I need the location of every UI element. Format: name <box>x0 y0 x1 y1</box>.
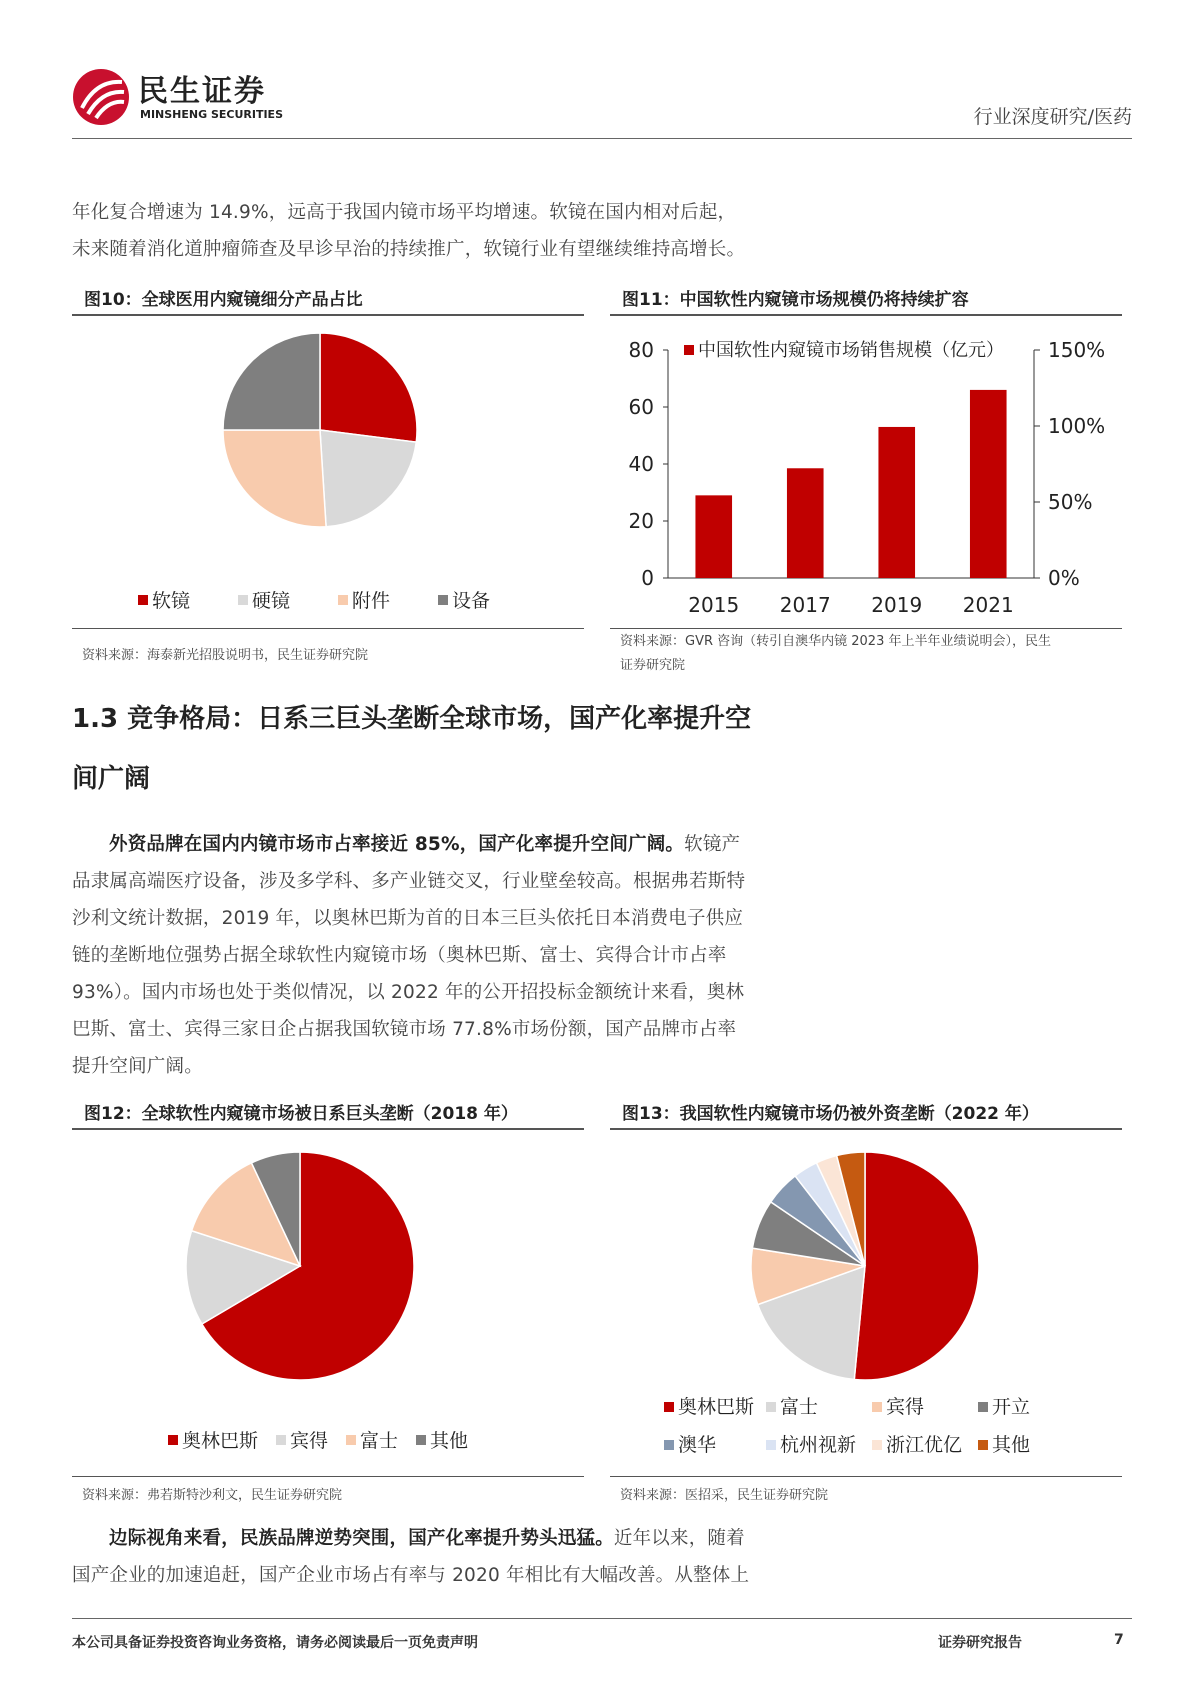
fig12-source: 资料来源：弗若斯特沙利文，民生证券研究院 <box>82 1488 343 1503</box>
section-title-line-1: 1.3 竞争格局：日系三巨头垄断全球市场，国产化率提升空 <box>72 704 752 734</box>
legend-swatch <box>276 1435 286 1445</box>
legend-item: 设备 <box>438 586 490 613</box>
fig10-source: 资料来源：海泰新光招股说明书，民生证券研究院 <box>82 648 369 663</box>
legend-swatch <box>766 1440 776 1450</box>
fig10-legend <box>138 586 578 613</box>
y2-tick-label: 150% <box>1048 338 1106 362</box>
logo-name-cn: 民生证券 <box>138 74 266 109</box>
y-tick-label: 0 <box>641 566 654 590</box>
legend-item: 软镜 <box>138 586 190 613</box>
fig10-bottom-rule <box>72 628 584 629</box>
legend-item: 开立 <box>978 1388 1068 1426</box>
legend-item: 澳华 <box>664 1426 766 1464</box>
y-tick-label: 80 <box>628 338 654 362</box>
legend-swatch <box>978 1402 988 1412</box>
pie-slice-硬镜 <box>320 430 416 527</box>
fig12-pie-chart <box>72 1148 584 1408</box>
fig12-legend <box>168 1426 568 1453</box>
section-title-line-2: 间广阔 <box>72 764 151 794</box>
legend-item: 硬镜 <box>238 586 290 613</box>
legend-item: 杭州视新 <box>766 1426 872 1464</box>
legend-swatch <box>168 1435 178 1445</box>
y2-tick-label: 50% <box>1048 490 1093 514</box>
legend-item: 宾得 <box>276 1426 328 1453</box>
pie-slice-附件 <box>223 430 326 527</box>
x-tick-label: 2015 <box>688 593 740 617</box>
minsheng-logo-icon <box>72 68 130 126</box>
fig13-title: 图13：我国软性内窥镜市场仍被外资垄断（2022 年） <box>610 1100 1122 1130</box>
fig11-bottom-rule <box>610 628 1122 629</box>
intro-line-2: 未来随着消化道肿瘤筛查及早诊早治的持续推广，软镜行业有望继续维持高增长。 <box>72 239 746 260</box>
legend-swatch <box>438 595 448 605</box>
fig10-pie-chart <box>72 330 584 570</box>
paragraph-lead: 外资品牌在国内内镜市场市占率接近 85%，国产化率提升空间广阔。 <box>109 834 685 855</box>
legend-item: 其他 <box>416 1426 468 1453</box>
y-tick-label: 40 <box>628 452 654 476</box>
header-divider <box>72 138 1132 139</box>
legend-item: 附件 <box>338 586 390 613</box>
pie-slice-设备 <box>223 333 320 430</box>
legend-swatch <box>138 595 148 605</box>
market-share-paragraph: 外资品牌在国内内镜市场市占率接近 85%，国产化率提升空间广阔。软镜产 品隶属高端医疗设备，涉及多学科、多产业链交叉，行业壁垒较高。根据弗若斯特 沙利文统计数据，2019 年，以奥林巴斯为首的日本三巨头依托日本消费电子供应 链的垄断地位强势占据全球软性内窥镜市场（奥林巴斯、富士、宾得合计市占率 93%）。国内市场也处于类似情况，以 2022 年的公开招投标金额统计来看，奥林 巴斯、富士、宾得三家日企占据我国软镜市场 77.8%市场份额，国产品牌市占率 提升空间广阔。 <box>72 834 746 1077</box>
x-tick-label: 2017 <box>779 593 831 617</box>
page-number: 7 <box>1114 1632 1124 1648</box>
footer-divider <box>72 1618 1132 1619</box>
legend-swatch <box>346 1435 356 1445</box>
logo-name-en: MINSHENG SECURITIES <box>140 108 283 121</box>
pie-slice-奥林巴斯 <box>854 1152 979 1380</box>
pie-slice-软镜 <box>320 333 417 442</box>
y2-tick-label: 100% <box>1048 414 1106 438</box>
legend-item: 浙江优亿 <box>872 1426 978 1464</box>
legend-swatch <box>338 595 348 605</box>
legend-swatch <box>664 1440 674 1450</box>
report-category: 行业深度研究/医药 <box>973 106 1132 128</box>
fig11-title: 图11：中国软性内窥镜市场规模仍将持续扩容 <box>610 286 1122 316</box>
legend-item: 富士 <box>346 1426 398 1453</box>
fig13-pie-chart <box>610 1148 1122 1408</box>
legend-swatch <box>664 1402 674 1412</box>
y-tick-label: 20 <box>628 509 654 533</box>
intro-line-1: 年化复合增速为 14.9%，远高于我国内镜市场平均增速。软镜在国内相对后起， <box>72 202 737 223</box>
fig13-bottom-rule <box>610 1476 1122 1477</box>
y2-tick-label: 0% <box>1048 566 1080 590</box>
legend-item: 其他 <box>978 1426 1068 1464</box>
paragraph-lead: 边际视角来看，民族品牌逆势突围，国产化率提升势头迅猛。 <box>109 1528 614 1549</box>
bar-2021 <box>970 390 1007 578</box>
bar-2019 <box>878 427 915 578</box>
legend-item: 奥林巴斯 <box>168 1426 258 1453</box>
fig11-bar-chart <box>610 330 1130 630</box>
legend-swatch <box>978 1440 988 1450</box>
bar-2015 <box>695 495 732 578</box>
fig13-source: 资料来源：医招采，民生证券研究院 <box>620 1488 829 1503</box>
header <box>72 62 1132 142</box>
legend-label: 中国软性内窥镜市场销售规模（亿元） <box>698 340 1004 361</box>
intro-paragraph <box>72 194 1072 268</box>
fig13-legend <box>664 1388 1084 1464</box>
legend-swatch <box>766 1402 776 1412</box>
legend-item: 富士 <box>766 1388 872 1426</box>
x-tick-label: 2021 <box>962 593 1014 617</box>
legend-swatch <box>872 1440 882 1450</box>
x-tick-label: 2019 <box>871 593 923 617</box>
fig12-bottom-rule <box>72 1476 584 1477</box>
legend-swatch <box>416 1435 426 1445</box>
fig10-title: 图10：全球医用内窥镜细分产品占比 <box>72 286 584 316</box>
legend-swatch <box>684 345 694 355</box>
legend-swatch <box>238 595 248 605</box>
legend-swatch <box>872 1402 882 1412</box>
fig11-source: 资料来源：GVR 咨询（转引自澳华内镜 2023 年上半年业绩说明会），民生 证券研究院 <box>620 634 1051 673</box>
footer-disclaimer: 本公司具备证券投资咨询业务资格，请务必阅读最后一页免责声明 <box>72 1635 478 1651</box>
bar-2017 <box>787 468 824 578</box>
y-tick-label: 60 <box>628 395 654 419</box>
domestic-brand-paragraph: 边际视角来看，民族品牌逆势突围，国产化率提升势头迅猛。近年以来，随着 国产企业的加速追赶，国产企业市场占有率与 2020 年相比有大幅改善。从整体上 <box>72 1528 750 1586</box>
footer-report-type: 证券研究报告 <box>938 1635 1022 1651</box>
legend-item: 宾得 <box>872 1388 978 1426</box>
legend-item: 奥林巴斯 <box>664 1388 766 1426</box>
fig12-title: 图12：全球软性内窥镜市场被日系巨头垄断（2018 年） <box>72 1100 584 1130</box>
